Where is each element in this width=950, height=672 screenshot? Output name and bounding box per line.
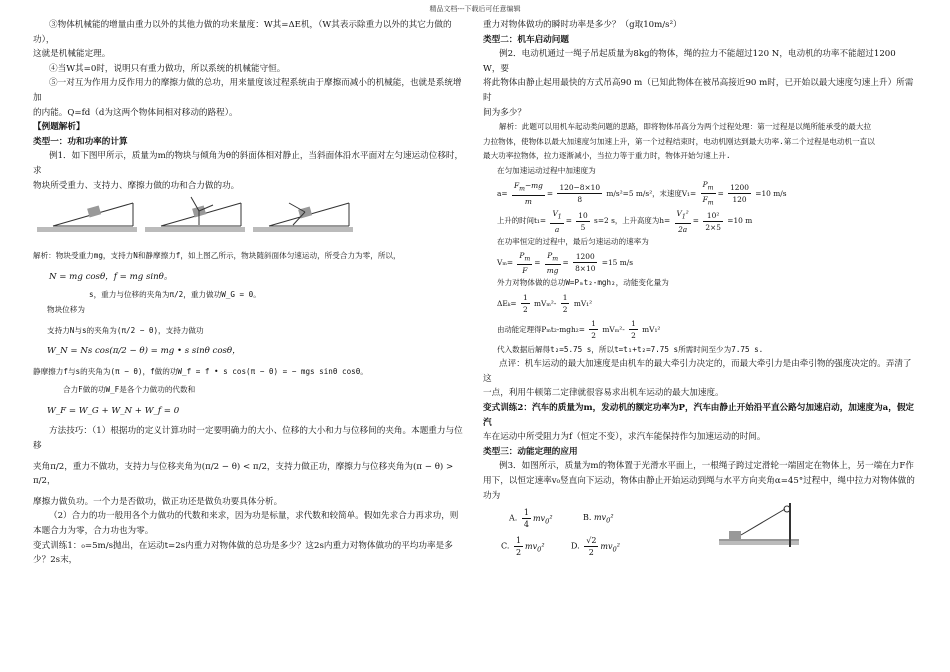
pulley-figure xyxy=(719,503,829,553)
solution-text: 最大功率拉物体，拉力逐渐减小，当拉力等于重力时，物体开始匀速上升. xyxy=(483,151,731,161)
option-b: B. $mv_0^2$ xyxy=(583,513,614,525)
text-line: 这就是机械能定理。 xyxy=(33,49,111,60)
figure-bing xyxy=(249,195,359,245)
text-line: 变式训练1：₀=5m/s抛出，在运动t=2s内重力对物体做的总功是多少？这2s内重力对物体做功的平均功率是多少？2s末， xyxy=(33,540,453,566)
formula-line: 由动能定理得Pₘt₂-mgh₂= $\frac{1}{2}$ mVₘ²- $\frac{1}{2}$ mV₁² xyxy=(497,319,661,341)
text-line: 支持力N与s的夹角为(π/2 − θ)，支持力做功 xyxy=(47,325,204,335)
text-line: 静摩擦力f与s的夹角为(π − θ)，f做的功W_f = f • s cos(π − θ) = − mgs sinθ cosθ。 xyxy=(33,366,368,376)
formula-line: a= $\frac{F_m-mg}{m}$ = $\frac{120-8\times 10}{8}$ m/s²=5 m/s²，末速度V₁= $\frac{P_m}{F_m}$ = $\frac{1200}{120}$ =10 m/s xyxy=(497,179,787,207)
text-line: 一点，利用牛顿第二定律就很容易求出机车运动的最大加速度。 xyxy=(483,388,724,399)
text-line: 夹角π/2，重力不做功，支持力与位移夹角为(π/2 − θ) < π/2，支持力做正功，摩擦力与位移夹角为(π − θ) > π/2， xyxy=(33,461,454,487)
text-line: 物块位移为 xyxy=(47,304,85,314)
text-line: ③物体机械能的增量由重力以外的其他力做的功来量度：W其=ΔE机，（W其表示除重力以外的其它力做的功）， xyxy=(33,20,452,45)
answer-options xyxy=(483,503,915,559)
text-line: 代入数据后解得t₂=5.75 s，所以t=t₁+t₂=7.75 s所需时间至少为7.75 s. xyxy=(497,344,764,354)
figure-jia xyxy=(33,195,143,245)
text-line: （2）合力的功一般用各个力做功的代数和来求，因为功是标量，求代数和较简单。假如先求合力再求功，则 xyxy=(49,511,459,522)
section-heading: 类型三：动能定理的应用 xyxy=(483,446,578,457)
left-column xyxy=(33,18,465,568)
comment-text: 点评：机车运动的最大加速度是由机车的最大牵引力决定的，而最大牵引力是由牵引物的强度决定的。弄清了这 xyxy=(483,359,912,384)
formula-line: 上升的时间t₁= $\frac{V_1}{a}$ = $\frac{10}{5}$ s=2 s，上升高度为h= $\frac{V_1^2}{2a}$ = $\frac{\text{10²}}{2\times 5}$ =10 m xyxy=(497,209,753,234)
example-text: 例2．电动机通过一绳子吊起质量为8kg的物体，绳的拉力不能超过120 N，电动机的功率不能超过1200 W，要 xyxy=(483,49,896,74)
example-text: 例3．如图所示，质量为m的物体置于光滑水平面上，一根绳子跨过定滑轮一端固定在物体上，另一端在力F作 xyxy=(499,461,914,472)
formula-line: Vₘ= $\frac{P_m}{F}$ = $\frac{P_m}{mg}$ = $\frac{1200}{8\times 10}$ =15 m/s xyxy=(497,250,634,275)
right-column xyxy=(483,18,915,559)
text-line: 摩擦力做负功。一个力是否做功，做正功还是做负功要具体分析。 xyxy=(33,496,283,507)
text-line: 将此物体由静止起用最快的方式吊高90 m（已知此物体在被吊高接近90 m时，已开始以最大速度匀速上升）所需时 xyxy=(483,78,914,103)
text-line: 间为多少？ xyxy=(483,107,526,118)
text-line: 重力对物体做功的瞬时功率是多少？（g取10m/s²） xyxy=(483,20,682,30)
section-heading: 【例题解析】 xyxy=(33,122,85,133)
option-c: C. $\frac{1}{2}$ $mv_0^2$ xyxy=(501,536,545,558)
formula-line: ΔEₖ= $\frac{1}{2}$ mVₘ²- $\frac{1}{2}$ mV₁² xyxy=(497,293,593,315)
text-line: ④当W其=0时，说明只有重力做功，所以系统的机械能守恒。 xyxy=(49,63,286,74)
text-line: 在匀加速运动过程中加速度为 xyxy=(497,165,596,175)
text-line: s，重力与位移的夹角为π/2，重力做功W_G = 0。 xyxy=(89,290,261,300)
option-d: D. $\frac{√2}{2}$ $mv_0^2$ xyxy=(571,536,620,558)
exercise-text: 变式训练2：汽车的质量为m，发动机的额定功率为P，汽车由静止开始沿平直公路匀加速启动，加速度为a，假定汽 xyxy=(483,402,915,428)
text-line: 物块所受重力、支持力、摩擦力做的功和合力做的功。 xyxy=(33,180,240,191)
text-line: 外力对物体做的总功W=Pₘt₂-mgh₂，动能变化量为 xyxy=(497,278,669,287)
equation: W_F = W_G + W_N + W_f = 0 xyxy=(47,405,180,416)
solution-text: 力拉物体，使物体以最大加速度匀加速上升，第一个过程结束时，电动机刚达到最大功率.第二个过程是电动机一直以 xyxy=(483,136,875,146)
equation: W_N = Ns cos(π/2 − θ) = mg • s sinθ cosθ， xyxy=(47,346,241,357)
equation: N = mg cosθ，f = mg sinθ。 xyxy=(49,271,173,282)
solution-text: 解析：物块受重力mg，支持力N和静摩擦力f，如上图乙所示，物块随斜面体匀速运动，所受合力为零，所以， xyxy=(33,251,401,261)
text-line: 在功率恒定的过程中，最后匀速运动的速率为 xyxy=(497,236,649,246)
text-line: 方法技巧：（1）根据功的定义计算功时一定要明确力的大小、位移的大小和力与位移间的夹角。本题重力与位移 xyxy=(33,426,463,452)
page-header: 精品文档---下载后可任意编辑 xyxy=(429,5,521,13)
section-heading: 类型二：机车启动问题 xyxy=(483,34,569,45)
section-heading: 类型一：功和功率的计算 xyxy=(33,136,128,147)
text-line: 的内能。Q=fd（d为这两个物体间相对移动的路程）。 xyxy=(33,107,238,118)
text-line: 用下，以恒定速率v₀竖直向下运动，物体由静止开始运动到绳与水平方向夹角α=45°过程中，绳中拉力对物体做的功为 xyxy=(483,475,915,501)
figure-yi xyxy=(141,195,251,245)
text-line: ⑤一对互为作用力反作用力的摩擦力做的总功，用来量度该过程系统由于摩擦而减小的机械能，也就是系统增加 xyxy=(33,78,462,103)
incline-figures xyxy=(33,195,465,245)
option-a: A. $\frac{1}{4}$ $mv_0^2$ xyxy=(509,508,553,530)
solution-text: 解析：此题可以用机车起动类问题的思路，即将物体吊高分为两个过程处理：第一过程是以绳所能承受的最大拉 xyxy=(499,122,872,132)
text-line: 合力F做的功W_F是各个力做功的代数和 xyxy=(63,385,196,395)
text-line: 本题合力为零，合力功也为零。 xyxy=(33,526,154,537)
example-text: 例1．如下图甲所示，质量为m的物块与倾角为θ的斜面体相对静止，当斜面体沿水平面对左匀速运动位移时，求 xyxy=(33,151,464,176)
text-line: 车在运动中所受阻力为f（恒定不变），求汽车能保持作匀加速运动的时间。 xyxy=(483,432,766,443)
